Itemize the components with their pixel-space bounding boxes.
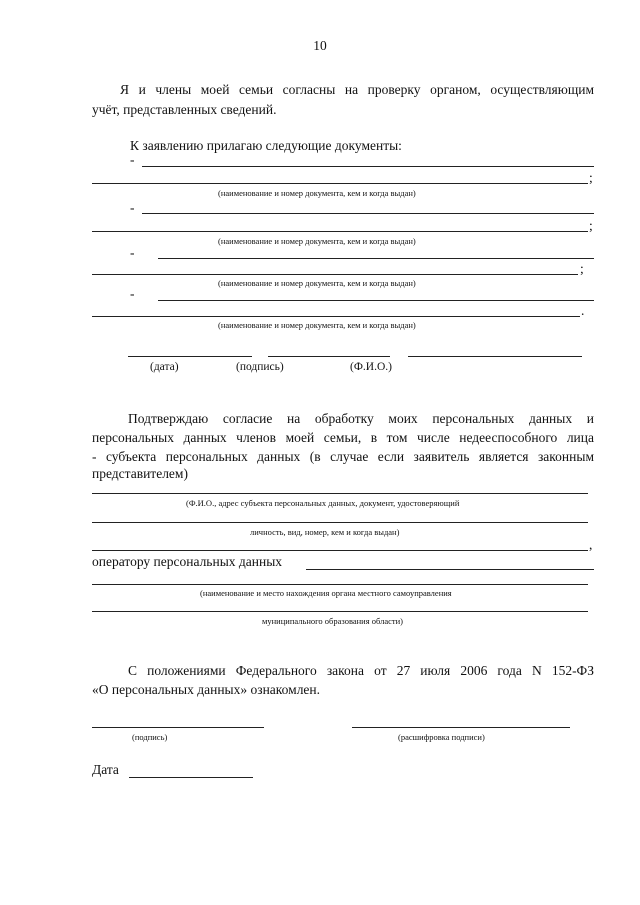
attachment-dash-2: - xyxy=(130,200,135,215)
attachment-caption-1: (наименование и номер документа, кем и когда выдан) xyxy=(218,188,416,198)
attachment-dash-4: - xyxy=(130,286,135,301)
attachment-3-line-a[interactable] xyxy=(158,258,594,259)
attachment-caption-4: (наименование и номер документа, кем и когда выдан) xyxy=(218,320,416,330)
attachment-caption-3: (наименование и номер документа, кем и когда выдан) xyxy=(218,278,416,288)
subject-line-1[interactable] xyxy=(92,493,588,494)
attachment-3-end: ; xyxy=(580,261,584,276)
personal-data-line-1: Подтверждаю согласие на обработку моих персональных данных и xyxy=(128,411,594,426)
operator-line-2[interactable] xyxy=(92,584,588,585)
subject-line-2[interactable] xyxy=(92,522,588,523)
date-field-line[interactable] xyxy=(129,777,253,778)
date-line[interactable] xyxy=(128,356,252,357)
attachment-4-line-b[interactable] xyxy=(92,316,580,317)
attachment-3-line-b[interactable] xyxy=(92,274,578,275)
signature-line-2[interactable] xyxy=(92,727,264,728)
operator-line[interactable] xyxy=(306,569,594,570)
attachment-2-line-a[interactable] xyxy=(142,213,594,214)
signature-decode-line[interactable] xyxy=(352,727,570,728)
subject-line-3[interactable] xyxy=(92,550,588,551)
signature-label: (подпись) xyxy=(236,361,284,373)
personal-data-line-2: персональных данных членов моей семьи, в том числе недееспособного лица xyxy=(92,430,594,445)
operator-caption-1: (наименование и место нахождения органа местного самоуправления xyxy=(200,588,452,598)
full-name-line[interactable] xyxy=(408,356,582,357)
attachment-1-line-a[interactable] xyxy=(142,166,594,167)
personal-data-line-3: - субъекта персональных данных (в случае если заявитель является законным xyxy=(92,449,594,464)
attachment-1-line-b[interactable] xyxy=(92,183,588,184)
attachments-heading: К заявлению прилагаю следующие документы: xyxy=(130,138,402,153)
operator-line-3[interactable] xyxy=(92,611,588,612)
consent-check-line-1: Я и члены моей семьи согласны на проверку органом, осуществляющим xyxy=(120,82,594,97)
date-field-label: Дата xyxy=(92,762,119,777)
subject-end-comma: , xyxy=(589,537,593,552)
personal-data-line-4: представителем) xyxy=(92,466,188,481)
attachment-4-line-a[interactable] xyxy=(158,300,594,301)
subject-caption-1: (Ф.И.О., адрес субъекта персональных данных, документ, удостоверяющий xyxy=(186,498,460,508)
consent-check-line-2: учёт, представленных сведений. xyxy=(92,102,277,117)
law-ack-line-2: «О персональных данных» ознакомлен. xyxy=(92,682,321,697)
signature-line[interactable] xyxy=(268,356,390,357)
signature-decode-label: (расшифровка подписи) xyxy=(398,732,485,742)
attachment-dash-1: - xyxy=(130,152,135,167)
subject-caption-2: личность, вид, номер, кем и когда выдан) xyxy=(250,527,400,537)
attachment-dash-3: - xyxy=(130,245,135,260)
operator-label: оператору персональных данных xyxy=(92,554,283,569)
attachment-caption-2: (наименование и номер документа, кем и когда выдан) xyxy=(218,236,416,246)
operator-caption-2: муниципального образования области) xyxy=(262,616,403,626)
attachment-1-end: ; xyxy=(589,170,593,185)
attachment-4-end: . xyxy=(581,303,585,318)
attachment-2-end: ; xyxy=(589,218,593,233)
law-ack-line-1: С положениями Федерального закона от 27 июля 2006 года N 152-ФЗ xyxy=(128,663,594,678)
attachment-2-line-b[interactable] xyxy=(92,231,588,232)
signature-label-2: (подпись) xyxy=(132,732,168,742)
full-name-label: (Ф.И.О.) xyxy=(350,361,392,373)
page-number: 10 xyxy=(313,38,327,53)
date-label: (дата) xyxy=(150,361,179,373)
